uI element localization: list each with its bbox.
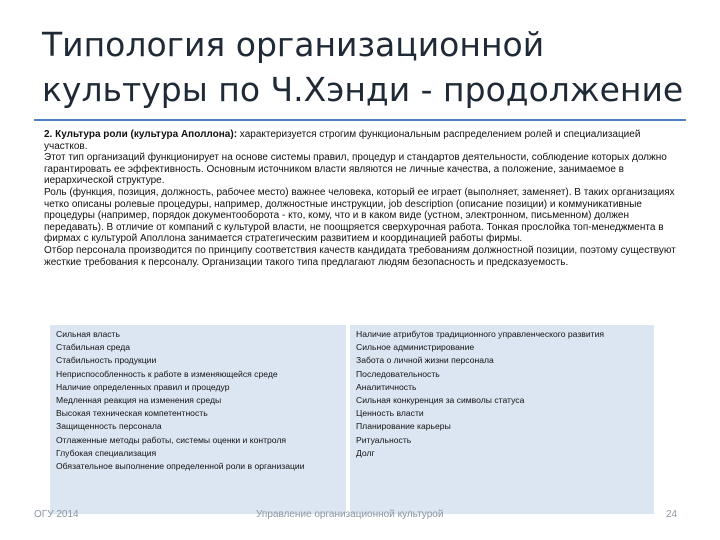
title-line-2: культуры по Ч.Хэнди - продолжение <box>42 70 684 109</box>
right-item: Наличие атрибутов традиционного управленческого развития <box>356 329 605 339</box>
right-item: Забота о личной жизни персонала <box>356 355 494 366</box>
right-item: Долг <box>356 447 375 458</box>
left-item: Сильная власть <box>56 329 120 339</box>
left-item: Обязательное выполнение определенной роли в организации <box>56 461 305 472</box>
right-item: Сильное администрирование <box>356 342 475 353</box>
right-item: Планирование карьеры <box>356 421 451 432</box>
right-item: Аналитичность <box>356 381 417 392</box>
footer-course: Управление организационной культурой <box>256 509 444 520</box>
left-item: Отлаженные методы работы, системы оценки и контроля <box>56 434 287 445</box>
paragraph-2: Роль (функция, позиция, должность, рабочее место) важнее человека, который ее играет (выполняет, заменяет). В таких организациях четко описаны ролевые процедуры, например, должностные инструкции, job description (описание позиции) и коммуникативные процедуры (например, порядок документооборота - кто, кому, что и в каком виде (устном, электронном, письменном) должен передавать). В отличие от компаний с культурой власти, не поощряется сверхурочная работа. Тонкая прослойка топ-менеджмента в фирмах с культурой Аполлона занимается стратегическим развитием и координацией работы фирмы. <box>44 186 675 245</box>
left-item: Стабильность продукции <box>56 355 157 366</box>
left-item: Глубокая специализация <box>56 447 157 458</box>
characteristics-panel-right <box>350 325 654 514</box>
left-item: Наличие определенных правил и процедур <box>56 381 230 392</box>
footer-org: ОГУ 2014 <box>34 509 79 520</box>
left-item: Защищенность персонала <box>56 421 162 432</box>
title-line-1: Типология организационной <box>42 25 545 64</box>
right-item: Последовательность <box>356 368 440 379</box>
lead-text: характеризуется строгим функциональным распределением ролей и специализацией участков. <box>44 129 641 152</box>
left-item: Медленная реакция на изменения среды <box>56 395 222 406</box>
page-number: 24 <box>666 509 678 520</box>
paragraph-1: Этот тип организаций функционирует на основе системы правил, процедур и стандартов деятельности, соблюдение которых должно гарантировать ее эффективность. Основным источником власти являются не личные качества, а положение, занимаемое в иерархической структуре. <box>44 152 667 187</box>
lead-paragraph <box>44 129 684 152</box>
slide-title <box>42 22 692 112</box>
slide-body <box>44 129 684 268</box>
left-item: Неприспособленность к работе в изменяющейся среде <box>56 368 278 379</box>
right-item: Ценность власти <box>356 408 424 419</box>
paragraph-3: Отбор персонала производится по принципу соответствия качеств кандидата требованиям должностной позиции, поэтому существуют жесткие требования к персоналу. Организации такого типа предлагают людям безопасность и предсказуемость. <box>44 244 676 268</box>
title-divider <box>34 119 686 121</box>
lead-heading: 2. Культура роли (культура Аполлона): <box>44 129 238 140</box>
right-item: Сильная конкуренция за символы статуса <box>356 395 525 406</box>
right-item: Ритуальность <box>356 434 412 445</box>
left-item: Стабильная среда <box>56 342 131 353</box>
characteristics-panel-left <box>50 325 346 514</box>
left-item: Высокая техническая компетентность <box>56 408 208 419</box>
